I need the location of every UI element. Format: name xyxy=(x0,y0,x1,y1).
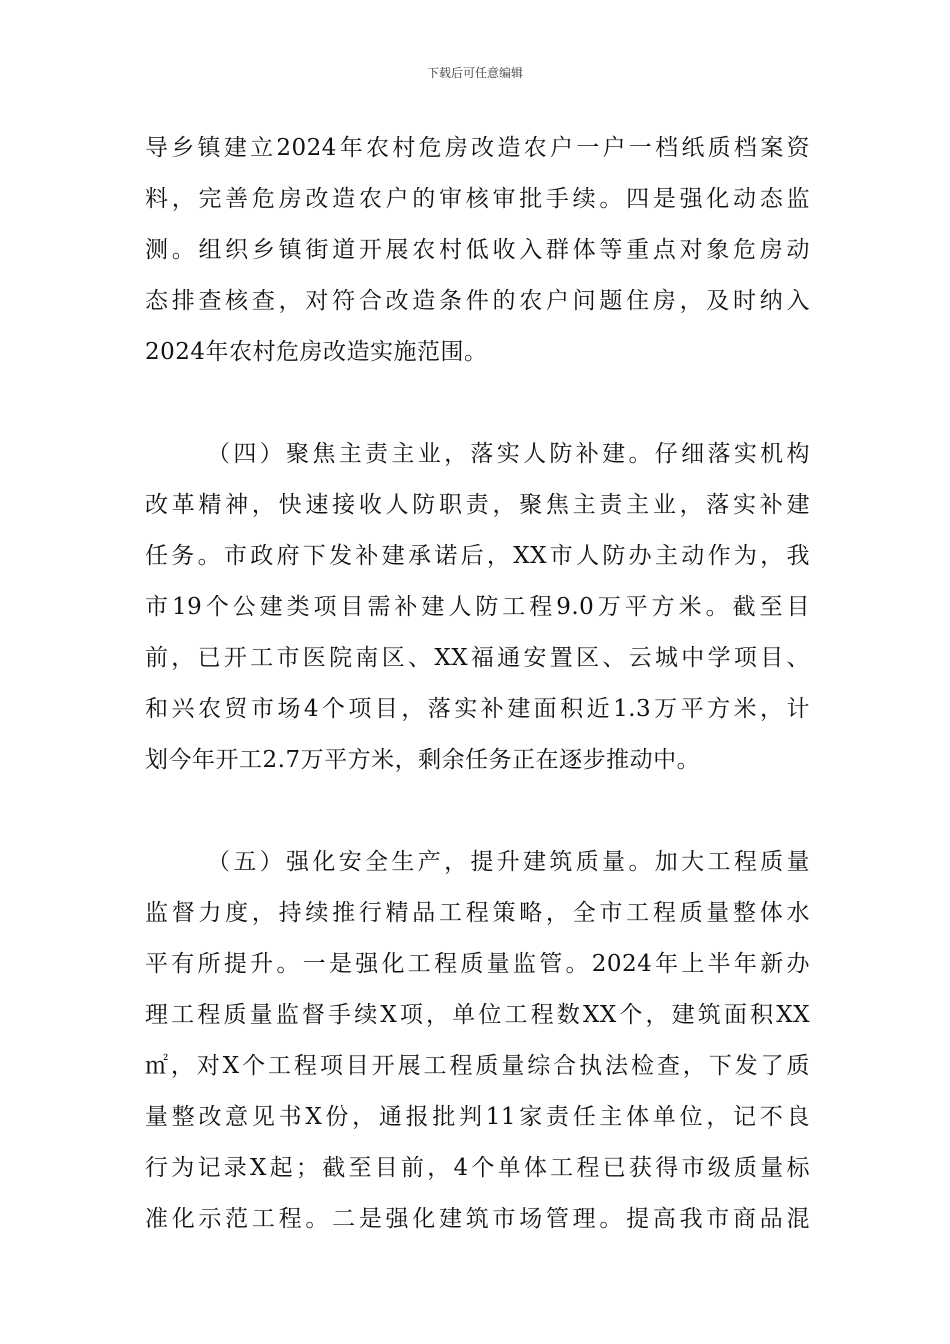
paragraph-construction-quality xyxy=(145,837,810,1245)
paragraph-rural-housing xyxy=(145,123,810,378)
text-line: 监督力度，持续推行精品工程策略，全市工程质量整体水 xyxy=(145,900,810,926)
text-line: （四）聚焦主责主业，落实人防补建。仔细落实机构 xyxy=(207,441,810,467)
text-line: 任务。市政府下发补建承诺后，XX市人防办主动作为，我 xyxy=(145,543,810,569)
document-body xyxy=(145,123,810,1245)
text-line: 2024年农村危房改造实施范围。 xyxy=(145,339,488,365)
text-line: 前，已开工市医院南区、XX福通安置区、云城中学项目、 xyxy=(145,645,810,671)
paragraph-civil-defense xyxy=(145,429,810,786)
text-line: （五）强化安全生产，提升建筑质量。加大工程质量 xyxy=(207,849,810,875)
text-line: 量整改意见书X份，通报批判11家责任主体单位，记不良 xyxy=(145,1104,810,1130)
text-line: 划今年开工2.7万平方米，剩余任务正在逐步推动中。 xyxy=(145,747,701,773)
text-line: 和兴农贸市场4个项目，落实补建面积近1.3万平方米，计 xyxy=(145,696,810,722)
text-line: 改革精神，快速接收人防职责，聚焦主责主业，落实补建 xyxy=(145,492,810,518)
text-line: 理工程质量监督手续X项，单位工程数XX个，建筑面积XX xyxy=(145,1002,810,1028)
paragraph-gap xyxy=(145,786,810,837)
text-line: 平有所提升。一是强化工程质量监管。2024年上半年新办 xyxy=(145,951,810,977)
text-line: 市19个公建类项目需补建人防工程9.0万平方米。截至目 xyxy=(145,594,810,620)
text-line: 导乡镇建立2024年农村危房改造农户一户一档纸质档案资 xyxy=(145,135,810,161)
text-line: 态排查核查，对符合改造条件的农户问题住房，及时纳入 xyxy=(145,288,810,314)
text-line: 行为记录X起；截至目前，4个单体工程已获得市级质量标 xyxy=(145,1155,810,1181)
text-line: 准化示范工程。二是强化建筑市场管理。提高我市商品混 xyxy=(145,1206,810,1232)
text-line: 测。组织乡镇街道开展农村低收入群体等重点对象危房动 xyxy=(145,237,810,263)
page-header-note: 下载后可任意编辑 xyxy=(426,66,523,80)
paragraph-gap xyxy=(145,378,810,429)
text-line: 料，完善危房改造农户的审核审批手续。四是强化动态监 xyxy=(145,186,810,212)
text-line: ㎡，对X个工程项目开展工程质量综合执法检查，下发了质 xyxy=(145,1053,810,1079)
